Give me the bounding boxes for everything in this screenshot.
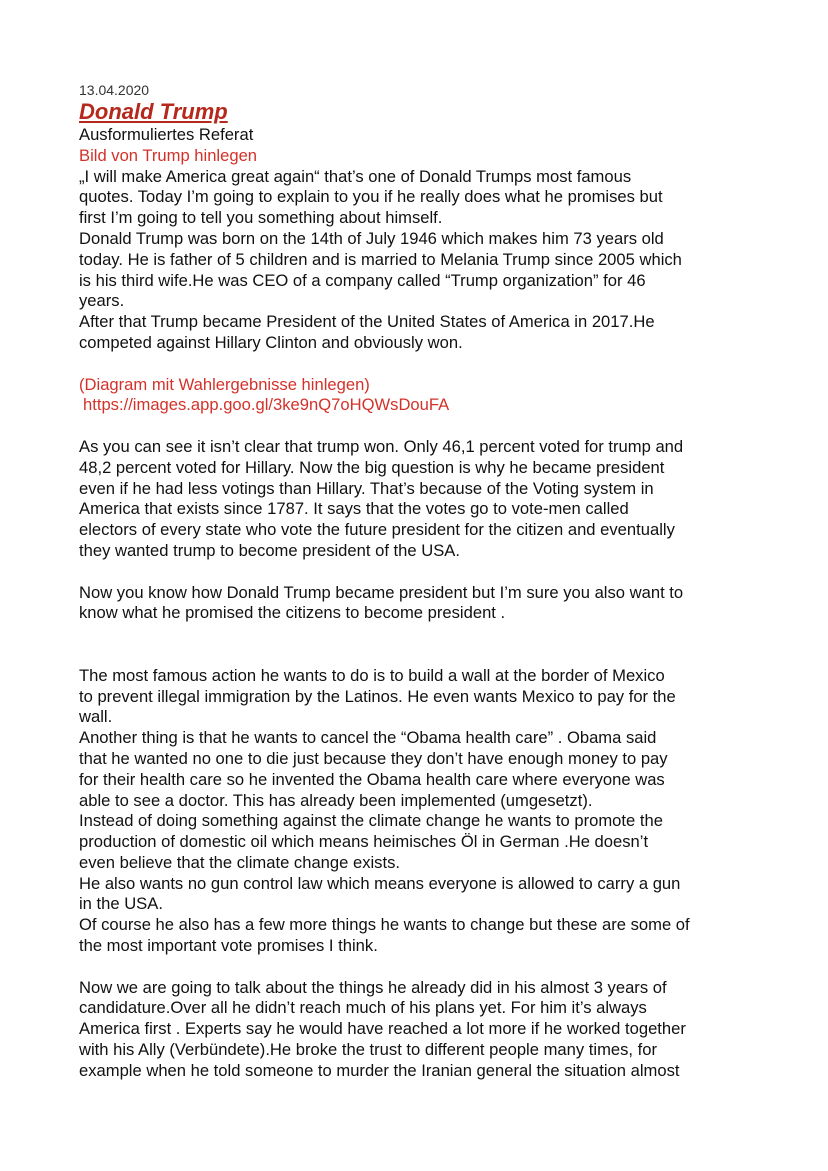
text-line: even believe that the climate change exists. [79,852,401,872]
text-line: first I’m going to tell you something about himself. [79,208,443,228]
spacer [79,957,759,978]
text-line: „I will make America great again“ that’s one of Donald Trumps most famous [79,166,632,186]
note-image-instruction: Bild von Trump hinlegen [79,145,258,165]
text-line: Instead of doing something against the climate change he wants to promote the [79,811,663,831]
paragraph-promises [79,666,759,957]
text-line: candidature.Over all he didn’t reach much of his plans yet. For him it’s always [79,998,647,1018]
document-date: 13.04.2020 [79,82,150,98]
text-line: America first . Experts say he would have reached a lot more if he worked together [79,1019,686,1039]
text-line: quotes. Today I’m going to explain to you if he really does what he promises but [79,187,663,207]
spacer [79,562,759,583]
text-line: As you can see it isn’t clear that trump won. Only 46,1 percent voted for trump and [79,436,684,456]
text-line: know what he promised the citizens to become president . [79,603,506,623]
note-diagram-instruction: (Diagram mit Wahlergebnisse hinlegen) [79,374,370,394]
spacer [79,354,759,375]
paragraph-election [79,437,759,562]
text-line: electors of every state who vote the future president for the citizen and eventually [79,520,675,540]
text-line: Now we are going to talk about the things he already did in his almost 3 years of [79,977,667,997]
text-line: competed against Hillary Clinton and obviously won. [79,332,463,352]
text-line: Another thing is that he wants to cancel the “Obama health care” . Obama said [79,728,657,748]
text-line: America that exists since 1787. It says that the votes go to vote-men called [79,499,629,519]
text-line: the most important vote promises I think. [79,936,378,956]
diagram-link[interactable]: https://images.app.goo.gl/3ke9nQ7oHQWsDouFA [83,395,450,415]
text-line: in the USA. [79,894,163,914]
paragraph-intro [79,167,759,354]
text-line: they wanted trump to become president of the USA. [79,540,460,560]
text-line: production of domestic oil which means heimisches Öl in German .He doesn’t [79,832,649,852]
spacer [79,624,759,666]
text-line: After that Trump became President of the United States of America in 2017.He [79,312,655,332]
text-line: example when he told someone to murder the Iranian general the situation almost [79,1060,680,1080]
document-title: Donald Trump [79,99,228,124]
text-line: even if he had less votings than Hillary. That’s because of the Voting system in [79,478,654,498]
text-line: Donald Trump was born on the 14th of July 1946 which makes him 73 years old [79,228,664,248]
text-line: years. [79,291,125,311]
text-line: to prevent illegal immigration by the Latinos. He even wants Mexico to pay for the [79,686,676,706]
paragraph-transition [79,583,759,625]
text-line: 48,2 percent voted for Hillary. Now the big question is why he became president [79,457,665,477]
text-line: that he wanted no one to die just because they don’t have enough money to pay [79,748,668,768]
text-line: Of course he also has a few more things he wants to change but these are some of [79,915,690,935]
text-line: able to see a doctor. This has already been implemented (umgesetzt). [79,790,593,810]
document-subtitle: Ausformuliertes Referat [79,125,254,144]
paragraph-achievements [79,978,759,1082]
text-line: He also wants no gun control law which means everyone is allowed to carry a gun [79,873,681,893]
text-line: wall. [79,707,113,727]
text-line: Now you know how Donald Trump became president but I’m sure you also want to [79,582,684,602]
text-line: is his third wife.He was CEO of a company called “Trump organization” for 46 [79,270,646,290]
document-page [79,78,759,1082]
text-line: with his Ally (Verbündete).He broke the trust to different people many times, for [79,1040,658,1060]
spacer [79,416,759,437]
text-line: for their health care so he invented the Obama health care where everyone was [79,769,665,789]
text-line: today. He is father of 5 children and is married to Melania Trump since 2005 which [79,249,682,269]
text-line: The most famous action he wants to do is to build a wall at the border of Mexico [79,665,665,685]
